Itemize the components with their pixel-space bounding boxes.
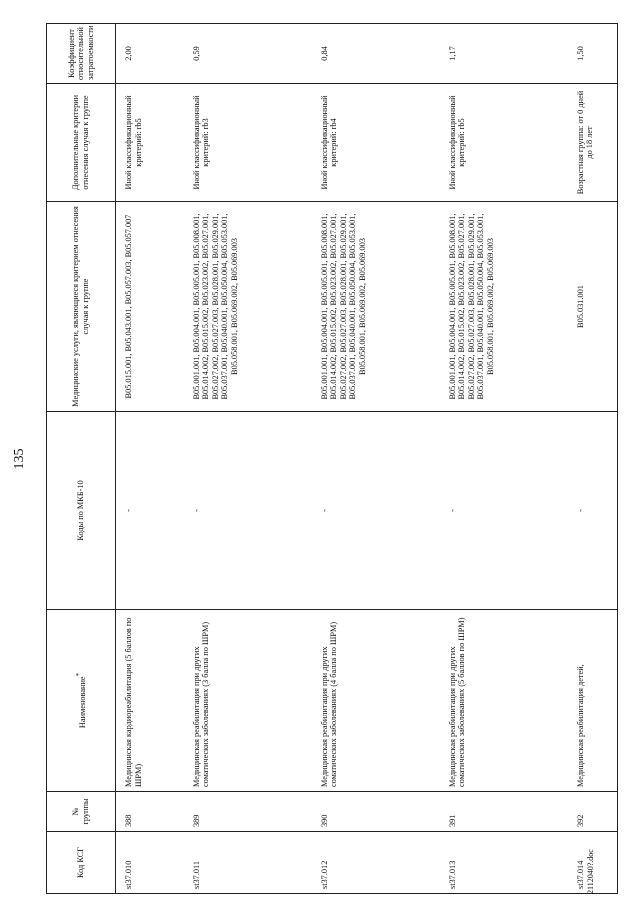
header-group-number: № группы bbox=[47, 792, 116, 832]
cell-medical-services: B05.031.001 bbox=[568, 202, 618, 412]
cell-icd-codes: - bbox=[184, 412, 312, 610]
cell-medical-services: B05.001.001, B05.004.001, B05.005.001, B05.008.001, B05.014.002, B05.015.002, B05.023.002, B05.027.001, B05.027.002, B05.027.003, B05.028.001, B05.029.001, B05.037.001, B05.040.001, B05.050.004, B05.053.001, B05.058.001, B05.069.002, B05.069.003 bbox=[184, 202, 312, 412]
cell-cost-coefficient: 1,50 bbox=[568, 24, 618, 84]
table-row bbox=[184, 24, 312, 894]
cell-icd-codes: - bbox=[116, 412, 184, 610]
page-number: 135 bbox=[12, 448, 27, 470]
cell-medical-services: B05.001.001, B05.004.001, B05.005.001, B05.008.001, B05.014.002, B05.015.002, B05.023.002, B05.027.001, B05.027.002, B05.027.003, B05.028.001, B05.029.001, B05.037.001, B05.040.001, B05.050.004, B05.053.001, B05.058.001, B05.069.002, B05.069.003 bbox=[312, 202, 440, 412]
cell-icd-codes: - bbox=[312, 412, 440, 610]
cell-additional-criteria: Иной классификационный критерий: rb3 bbox=[184, 84, 312, 202]
cell-group-number: 388 bbox=[116, 792, 184, 832]
table-row bbox=[116, 24, 184, 894]
header-additional-criteria: Дополнительные критерии отнесения случая к группе bbox=[47, 84, 116, 202]
header-name-text: Наименование bbox=[77, 676, 87, 729]
cell-additional-criteria: Возрастная группа: от 0 дней до 18 лет bbox=[568, 84, 618, 202]
cell-medical-services: B05.015.001, B05.043.001, B05.057.003, B05.057.007 bbox=[116, 202, 184, 412]
cell-code: st37.013 bbox=[440, 832, 568, 894]
cell-name: Медицинская реабилитация при других соматических заболеваниях (3 балла по ШРМ) bbox=[184, 610, 312, 792]
header-name bbox=[47, 610, 116, 792]
cell-icd-codes: - bbox=[568, 412, 618, 610]
cell-name: Медицинская кардиореабилитация (5 баллов по ШРМ) bbox=[116, 610, 184, 792]
table-row bbox=[440, 24, 568, 894]
header-medical-services: Медицинские услуги, являющиеся критерием отнесения случая к группе bbox=[47, 202, 116, 412]
cell-medical-services: B05.001.001, B05.004.001, B05.005.001, B05.008.001, B05.014.002, B05.015.002, B05.023.002, B05.027.001, B05.027.002, B05.027.003, B05.028.001, B05.029.001, B05.037.001, B05.040.001, B05.050.004, B05.053.001, B05.058.001, B05.069.002, B05.069.003 bbox=[440, 202, 568, 412]
cell-code: st37.011 bbox=[184, 832, 312, 894]
cell-cost-coefficient: 1,17 bbox=[440, 24, 568, 84]
cell-additional-criteria: Иной классификационный критерий: rb5 bbox=[440, 84, 568, 202]
cell-cost-coefficient: 0,59 bbox=[184, 24, 312, 84]
cell-additional-criteria: Иной классификационный критерий: rb4 bbox=[312, 84, 440, 202]
cell-group-number: 392 bbox=[568, 792, 618, 832]
header-code: Код КСГ bbox=[47, 832, 116, 894]
header-icd-codes: Коды по МКБ-10 bbox=[47, 412, 116, 610]
ksg-table bbox=[46, 23, 618, 894]
table-header-row bbox=[47, 24, 116, 894]
cell-code: st37.012 bbox=[312, 832, 440, 894]
cell-additional-criteria: Иной классификационный критерий: rb5 bbox=[116, 84, 184, 202]
rotated-document-page bbox=[12, 24, 612, 894]
cell-group-number: 390 bbox=[312, 792, 440, 832]
table-row bbox=[568, 24, 618, 894]
cell-group-number: 391 bbox=[440, 792, 568, 832]
cell-code: st37.014 bbox=[568, 832, 618, 894]
document-footer: 2112040?.doc bbox=[586, 849, 595, 894]
cell-name: Медицинская реабилитация при других соматических заболеваниях (4 балла по ШРМ) bbox=[312, 610, 440, 792]
header-cost-coefficient: Коэффициент относительной затратоемкости bbox=[47, 24, 116, 84]
cell-name: Медицинская реабилитация детей, bbox=[568, 610, 618, 792]
cell-cost-coefficient: 0,84 bbox=[312, 24, 440, 84]
cell-name: Медицинская реабилитация при других соматических заболеваниях (5 баллов по ШРМ) bbox=[440, 610, 568, 792]
cell-code: st37.010 bbox=[116, 832, 184, 894]
table-row bbox=[312, 24, 440, 894]
cell-cost-coefficient: 2,00 bbox=[116, 24, 184, 84]
header-name-footnote-mark: * bbox=[75, 672, 83, 677]
cell-icd-codes: - bbox=[440, 412, 568, 610]
cell-group-number: 389 bbox=[184, 792, 312, 832]
